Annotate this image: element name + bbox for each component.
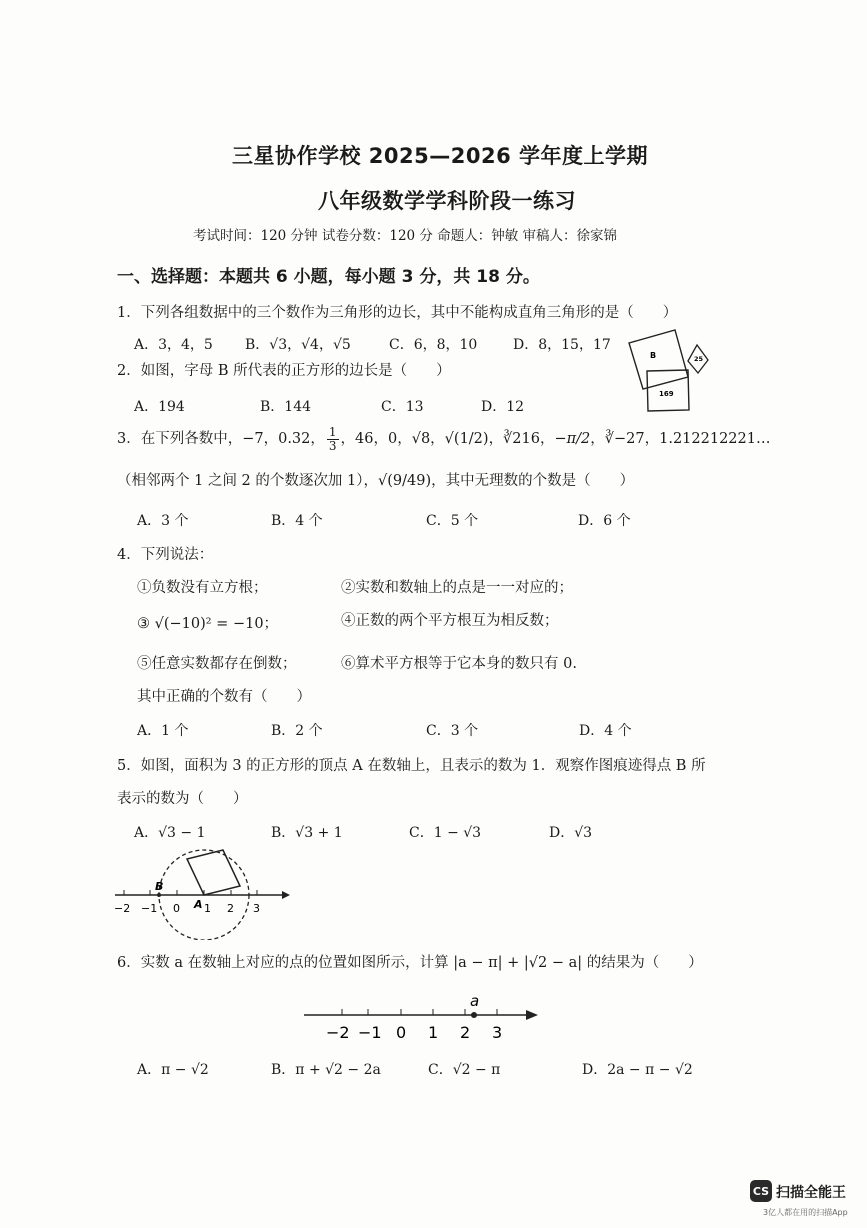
q2-squares-figure	[625, 325, 720, 415]
school-title: 三星协作学校 2025—2026 学年度上学期	[232, 144, 649, 168]
q4-option-a: A．1 个	[137, 723, 189, 739]
q3-sqrt-frac: √(9/49)	[377, 473, 432, 489]
q3-frac-den: 3	[328, 438, 337, 453]
q3-stem	[117, 424, 770, 454]
q3-sqrt-half: √(1/2)	[444, 431, 489, 447]
q1-option-b-math: √3，√4，√5	[269, 337, 351, 353]
q5-tick-label: −1	[141, 902, 158, 915]
q3-stem-tail: ，∛−27，1.212212221…	[590, 431, 771, 447]
q6-number-line-figure	[300, 990, 545, 1045]
q3-option-b: B．4 个	[271, 513, 323, 529]
q5-axis-arrow	[282, 891, 290, 899]
q4-statement-2: ②实数和数轴上的点是一一对应的；	[341, 580, 573, 596]
q5-tick-marks	[124, 890, 257, 895]
q6-axis-arrow	[526, 1010, 538, 1020]
q1-option-b-label: B．	[245, 337, 270, 353]
q3-stem-line2	[117, 469, 634, 490]
q6-tick-label: 3	[492, 1023, 503, 1042]
q1-stem: 1．下列各组数据中的三个数作为三角形的边长，其中不能构成直角三角形的是（ ）	[117, 305, 678, 321]
q6-tick-label: −1	[358, 1023, 382, 1042]
q1-option-c: C．6，8，10	[389, 337, 478, 353]
q5-option-c: C．1 − √3	[409, 825, 482, 841]
q4-option-d: D．4 个	[579, 723, 632, 739]
q6-stem: 6．实数 a 在数轴上对应的点的位置如图所示，计算 |a − π| + |√2 − a| 的结果为（ ）	[117, 955, 703, 971]
section-heading: 一、选择题：本题共 6 小题，每小题 3 分，共 18 分。	[117, 267, 540, 287]
q6-option-a: A．π − √2	[137, 1062, 209, 1078]
q3-neg-pi-over-2: −π/2	[554, 431, 591, 447]
q5-option-a: A．√3 − 1	[134, 825, 206, 841]
q6-option-c: C．√2 − π	[428, 1062, 501, 1078]
q6-tick-label: −2	[326, 1023, 350, 1042]
q6-option-b: B．π + √2 − 2a	[271, 1062, 381, 1078]
q3-line2-suffix: ，其中无理数的个数是（ ）	[431, 473, 635, 489]
q2-option-a: A．194	[134, 399, 185, 415]
q6-point-a	[471, 1012, 477, 1018]
q1-option-a: A．3，4，5	[134, 337, 213, 353]
q2-stem: 2．如图，字母 B 所代表的正方形的边长是（ ）	[117, 363, 451, 379]
q3-option-c: C．5 个	[426, 513, 479, 529]
q5-tick-label: −2	[114, 902, 131, 915]
q6-tick-label: 2	[460, 1023, 471, 1042]
q3-option-a: A．3 个	[137, 513, 189, 529]
fig-label-25: 25	[694, 355, 704, 363]
q5-tick-label: 1	[204, 902, 211, 915]
q3-frac-num: 1	[328, 424, 337, 439]
q5-label-b: B	[155, 880, 164, 893]
q1-option-d: D．8，15，17	[513, 337, 611, 353]
q4-stem: 4．下列说法：	[117, 547, 214, 563]
q5-point-b	[157, 893, 161, 897]
q3-line2-prefix: （相邻两个 1 之间 2 的个数逐次加 1），	[117, 473, 378, 489]
q4-statement-1: ①负数没有立方根；	[137, 580, 268, 596]
q6-point-label: a	[470, 992, 480, 1010]
q3-option-d: D．6 个	[578, 513, 631, 529]
q5-number-line-figure	[110, 845, 290, 940]
q2-option-b: B．144	[260, 399, 312, 415]
fig-label-169: 169	[659, 390, 674, 398]
q4-statement-3: ③ √(−10)² = −10；	[137, 616, 279, 632]
q5-tick-label: 3	[253, 902, 260, 915]
scanner-brand: 扫描全能王	[776, 1185, 846, 1201]
q1-option-b	[245, 334, 351, 354]
q5-tick-label: 2	[227, 902, 234, 915]
q2-option-d: D．12	[481, 399, 525, 415]
q4-option-b: B．2 个	[271, 723, 323, 739]
q5-stem-line2: 表示的数为（ ）	[117, 791, 248, 807]
q6-option-d: D．2a − π − √2	[582, 1062, 693, 1078]
exam-meta: 考试时间：120 分钟 试卷分数：120 分 命题人：钟敏 审稿人：徐家锦	[193, 228, 617, 244]
scanner-tagline: 3亿人都在用的扫描App	[763, 1208, 848, 1217]
q4-statement-6: ⑥算术平方根等于它本身的数只有 0.	[341, 656, 577, 672]
q2-option-c: C．13	[381, 399, 424, 415]
q4-statement-4: ④正数的两个平方根互为相反数；	[341, 613, 559, 629]
square-b-shape	[629, 330, 688, 389]
q5-square-shape	[187, 850, 240, 895]
q3-stem-prefix: 3．在下列各数中，−7，0.32，	[117, 431, 325, 447]
q4-ask: 其中正确的个数有（ ）	[137, 689, 311, 705]
paper-subtitle: 八年级数学学科阶段一练习	[318, 189, 576, 213]
q5-option-b: B．√3 + 1	[271, 825, 343, 841]
q5-option-d: D．√3	[549, 825, 593, 841]
q6-tick-label: 1	[428, 1023, 439, 1042]
q4-option-c: C．3 个	[426, 723, 479, 739]
q6-tick-label: 0	[396, 1023, 407, 1042]
q5-stem-line1: 5．如图，面积为 3 的正方形的顶点 A 在数轴上，且表示的数为 1．观察作图痕迹得点 B 所	[117, 758, 706, 774]
scanner-logo-icon: CS	[750, 1180, 772, 1202]
fig-label-b: B	[650, 351, 657, 360]
q3-stem-mid2: ，∛216，	[488, 431, 555, 447]
q4-statement-5: ⑤任意实数都存在倒数；	[137, 656, 297, 672]
q5-label-a: A	[194, 898, 203, 911]
q3-stem-mid: ，46，0，√8，	[340, 431, 445, 447]
q3-fraction	[327, 426, 339, 453]
q5-tick-label: 0	[173, 902, 180, 915]
